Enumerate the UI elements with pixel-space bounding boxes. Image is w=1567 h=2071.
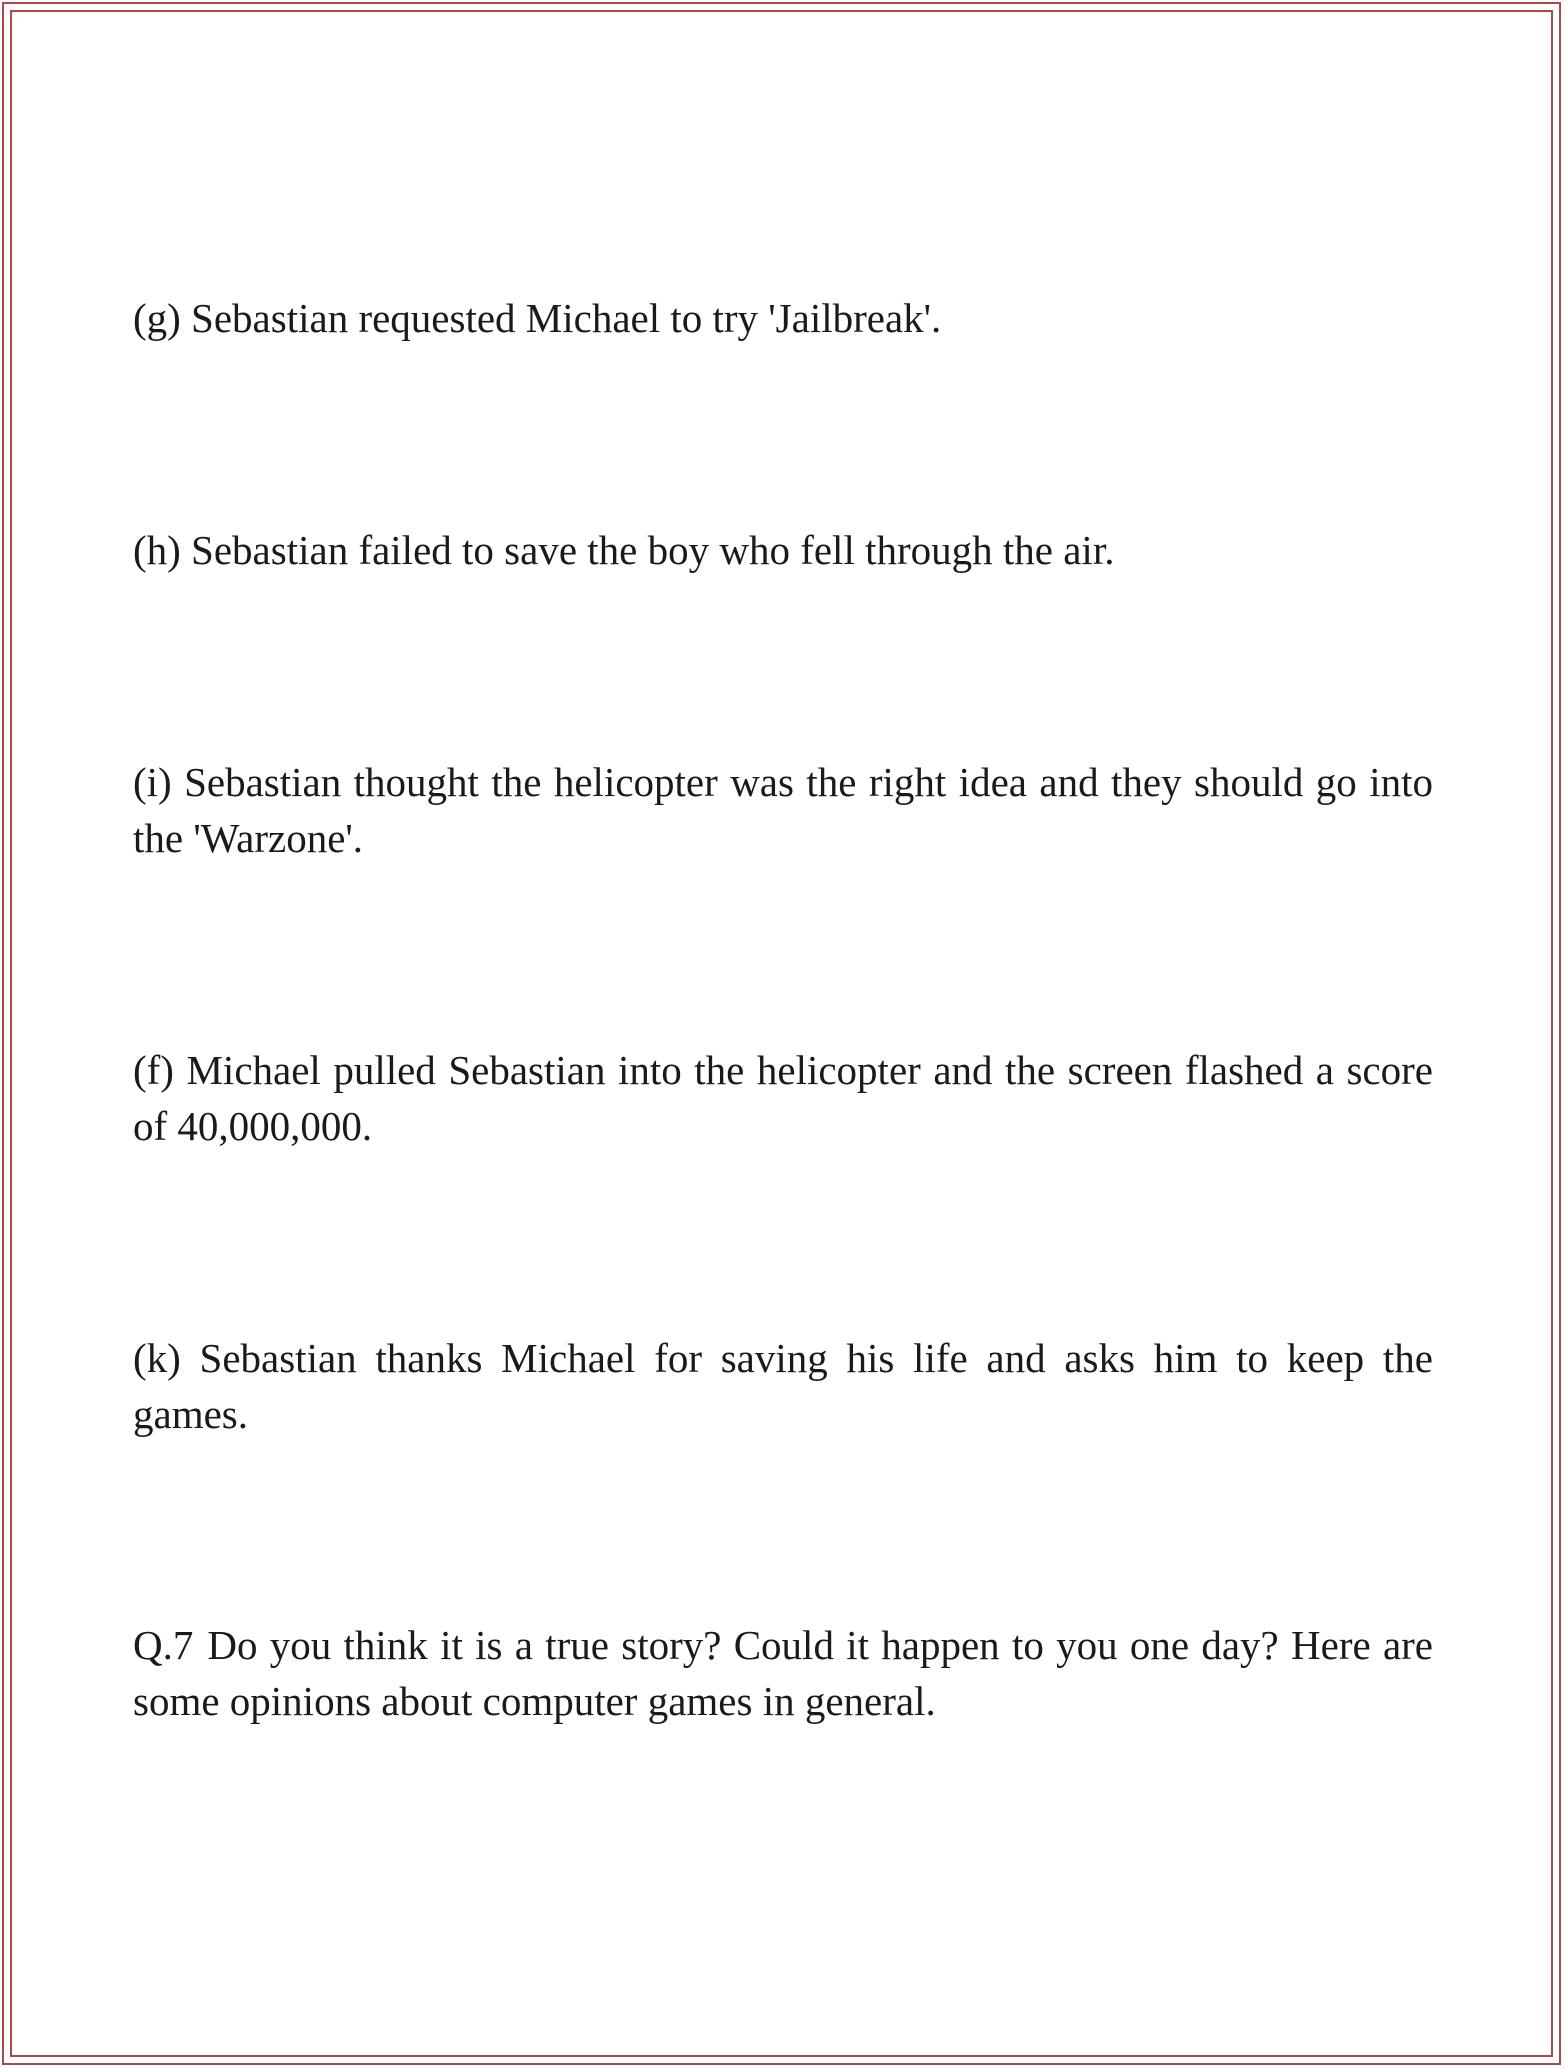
statement-f: (f) Michael pulled Sebastian into the helicopter and the screen flashed a score of 40,000,000.: [133, 1047, 1433, 1149]
statement-h: (h) Sebastian failed to save the boy who fell through the air.: [133, 527, 1115, 573]
question-7-text: Do you think it is a true story? Could it happen to you one day? Here are some opinions about computer games in general.: [133, 1622, 1433, 1724]
statement-g: (g) Sebastian requested Michael to try 'Jailbreak'.: [133, 295, 942, 341]
statement-i: (i) Sebastian thought the helicopter was the right idea and they should go into the 'Warzone'.: [133, 759, 1433, 861]
question-7: [133, 1617, 1433, 1729]
question-7-number: Q.7: [133, 1622, 194, 1668]
statement-k: (k) Sebastian thanks Michael for saving his life and asks him to keep the games.: [133, 1335, 1433, 1437]
